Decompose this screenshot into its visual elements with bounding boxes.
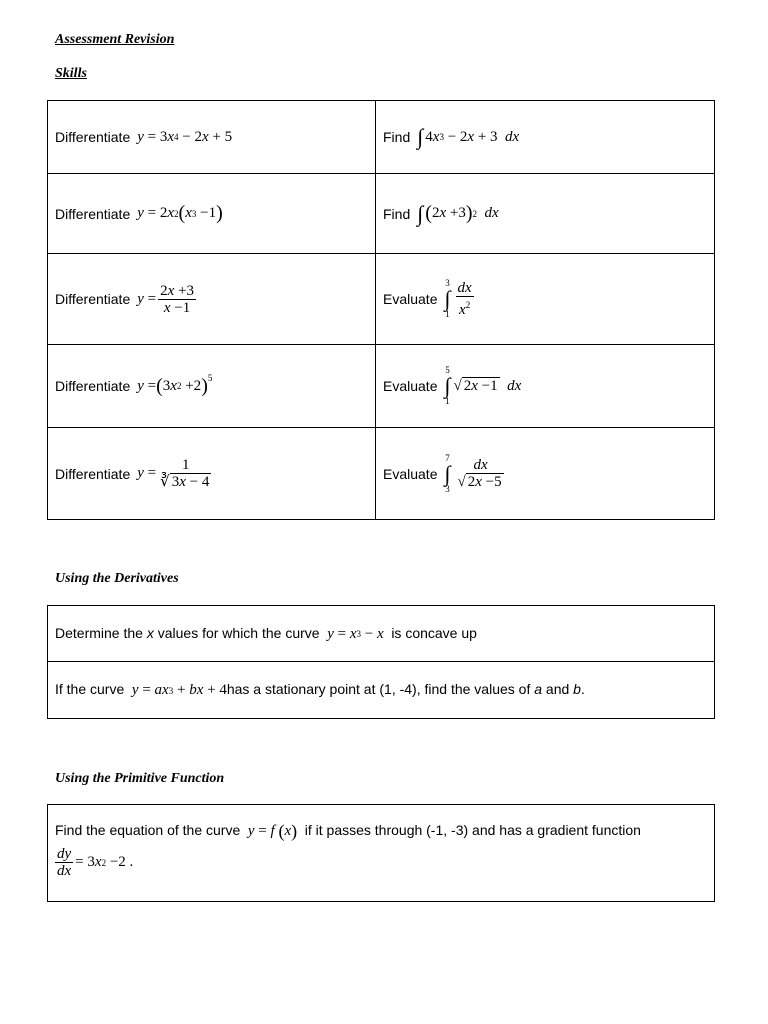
math-expression: y = 2 x 2 ( x 3 −1 ) (137, 202, 223, 224)
skills-cell-left (48, 345, 376, 428)
question-cell (48, 606, 715, 662)
skills-label: Evaluate (383, 291, 438, 307)
skills-label: Differentiate (55, 205, 131, 222)
math-expression: y = $\frac{2x +3}{x -1}$ (137, 282, 195, 316)
question-row (48, 805, 715, 902)
math-expression: y = $\frac{1}{∛ 3x - 4}$ (137, 457, 210, 490)
skills-label: Find (383, 205, 411, 222)
math-expression: 7 ∫ 3 $\frac{dx}{√ 2x -5}$ (444, 452, 502, 494)
skills-cell-left (48, 428, 376, 520)
question-text: Determine the x values for which the curve y = x 3 − x is concave up (55, 624, 477, 642)
skills-table (47, 100, 715, 520)
skills-cell-right (376, 345, 715, 428)
skills-cell-right (376, 428, 715, 520)
math-expression: y = x 3 − x (327, 625, 384, 642)
skills-row (48, 101, 715, 174)
skills-label: Find (383, 129, 411, 145)
skills-cell-right (376, 254, 715, 345)
skills-cell-left (48, 101, 376, 174)
primitive-heading: Using the Primitive Function (55, 771, 225, 786)
skills-row (48, 254, 715, 345)
skills-cell-left (48, 254, 376, 345)
primitive-table (47, 804, 715, 902)
math-expression: $\frac{dy}{dx}$ = 3 x 2 −2 . (57, 846, 134, 879)
skills-row (48, 345, 715, 428)
derivatives-heading: Using the Derivatives (55, 571, 179, 586)
skills-label: Differentiate (55, 465, 131, 482)
page-title: Assessment Revision (55, 32, 175, 47)
skills-label: Differentiate (55, 378, 131, 394)
question-text: Find the equation of the curve y = f ( x ) if it passes through (-1, -3) and has a gradient function (55, 821, 641, 841)
math-expression: y = ( 3 x 2 +2 ) $^5$ (137, 373, 213, 397)
question-row (48, 662, 715, 719)
skills-row (48, 174, 715, 254)
skills-cell-right (376, 101, 715, 174)
skills-label: Evaluate (383, 378, 438, 394)
question-cell (48, 805, 715, 902)
skills-label: Differentiate (55, 291, 131, 307)
math-expression: ∫ ( 2 x +3 ) 2 dx (417, 200, 499, 226)
math-expression: y = 3 x 4 − 2 x + 5 (137, 128, 233, 145)
skills-label: Evaluate (383, 465, 438, 482)
math-expression: 3 ∫ 1 $\frac{dx}{x^2}$ (444, 278, 472, 319)
question-cell (48, 662, 715, 719)
skills-label: Differentiate (55, 129, 131, 145)
math-expression: ∫ 4 x 3 − 2 x + 3 dx (417, 124, 520, 149)
derivatives-table (47, 605, 715, 719)
skills-cell-right (376, 174, 715, 254)
math-expression: y = ax 3 + bx + 4 (131, 682, 227, 698)
skills-row (48, 428, 715, 520)
math-expression: 5 ∫ 1 √ 2x −1 dx (444, 365, 522, 406)
math-expression: y = f ( x ) (247, 821, 298, 841)
question-row (48, 606, 715, 662)
skills-cell-left (48, 174, 376, 254)
skills-heading: Skills (55, 66, 87, 81)
question-text: If the curve y = ax 3 + bx + 4has a stationary point at (1, -4), find the values of a and b. (55, 681, 585, 698)
